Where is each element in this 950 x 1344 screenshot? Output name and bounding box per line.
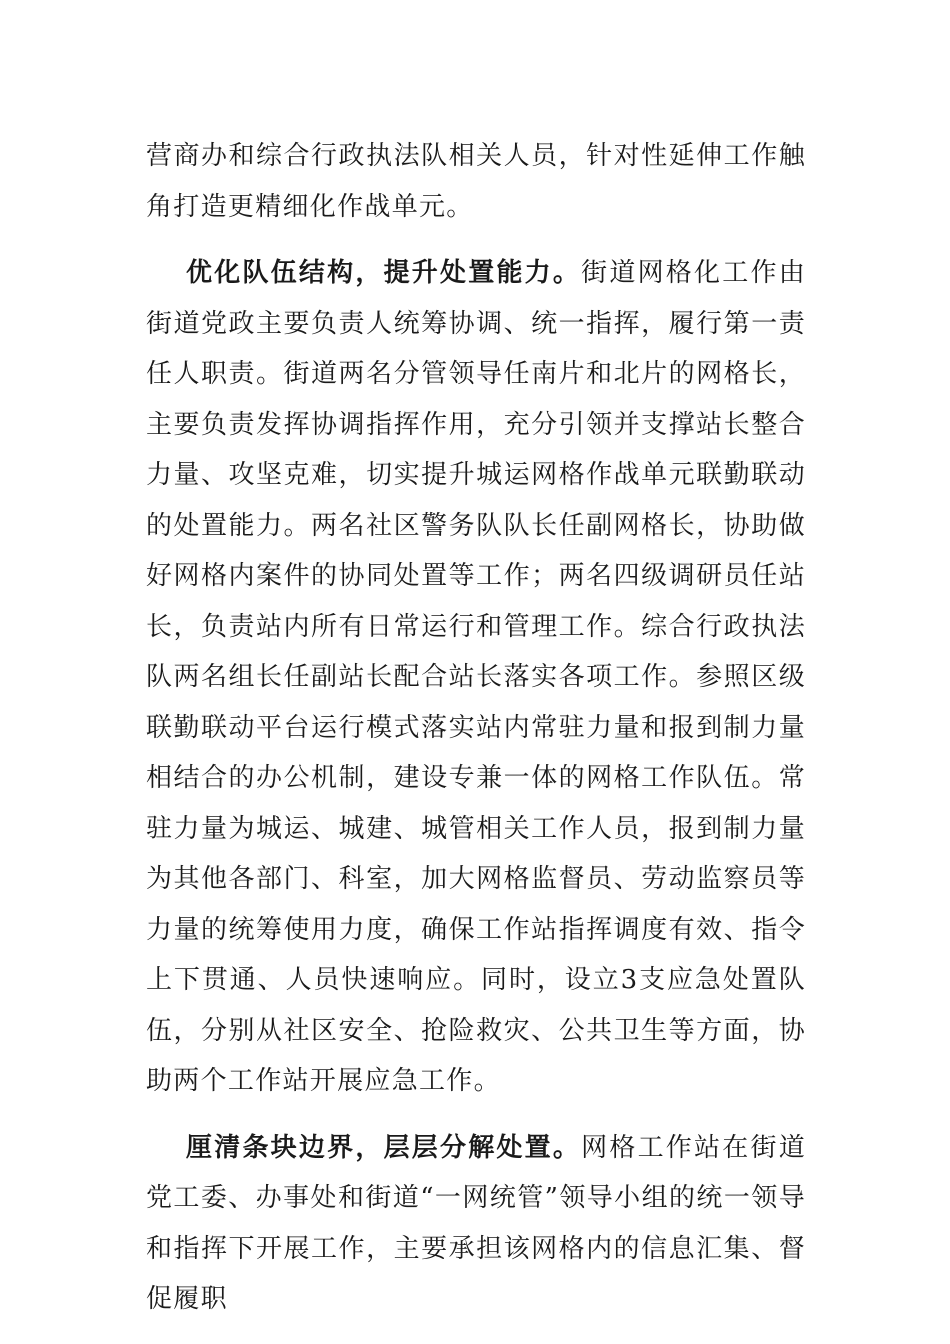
paragraph-1-text: 营商办和综合行政执法队相关人员，针对性延伸工作触角打造更精细化作战单元。 [146, 141, 806, 222]
paragraph-2 [146, 248, 806, 1107]
paragraph-spacer [146, 1107, 806, 1123]
paragraph-2-heading: 优化队伍结构，提升处置能力。 [186, 258, 582, 288]
document-body [146, 131, 806, 1325]
paragraph-spacer [146, 232, 806, 248]
paragraph-2-text: 街道网格化工作由街道党政主要负责人统筹协调、统一指挥，履行第一责任人职责。街道两名分管领导任南片和北片的网格长，主要负责发挥协调指挥作用，充分引领并支撑站长整合力量、攻坚克难，切实提升城运网格作战单元联勤联动的处置能力。两名社区警务队队长任副网格长，协助做好网格内案件的协同处置等工作；两名四级调研员任站长，负责站内所有日常运行和管理工作。综合行政执法队两名组长任副站长配合站长落实各项工作。参照区级联勤联动平台运行模式落实站内常驻力量和报到制力量相结合的办公机制，建设专兼一体的网格工作队伍。常驻力量为城运、城建、城管相关工作人员，报到制力量为其他各部门、科室，加大网格监督员、劳动监察员等力量的统筹使用力度，确保工作站指挥调度有效、指令上下贯通、人员快速响应。同时，设立3支应急处置队伍，分别从社区安全、抢险救灾、公共卫生等方面，协助两个工作站开展应急工作。 [146, 258, 807, 1096]
paragraph-1 [146, 131, 806, 232]
paragraph-3 [146, 1123, 806, 1325]
paragraph-3-text: 网格工作站在街道党工委、办事处和街道“一网统管”领导小组的统一领导和指挥下开展工作，主要承担该网格内的信息汇集、督促履职 [146, 1132, 807, 1314]
paragraph-3-heading: 厘清条块边界，层层分解处置。 [186, 1132, 582, 1163]
